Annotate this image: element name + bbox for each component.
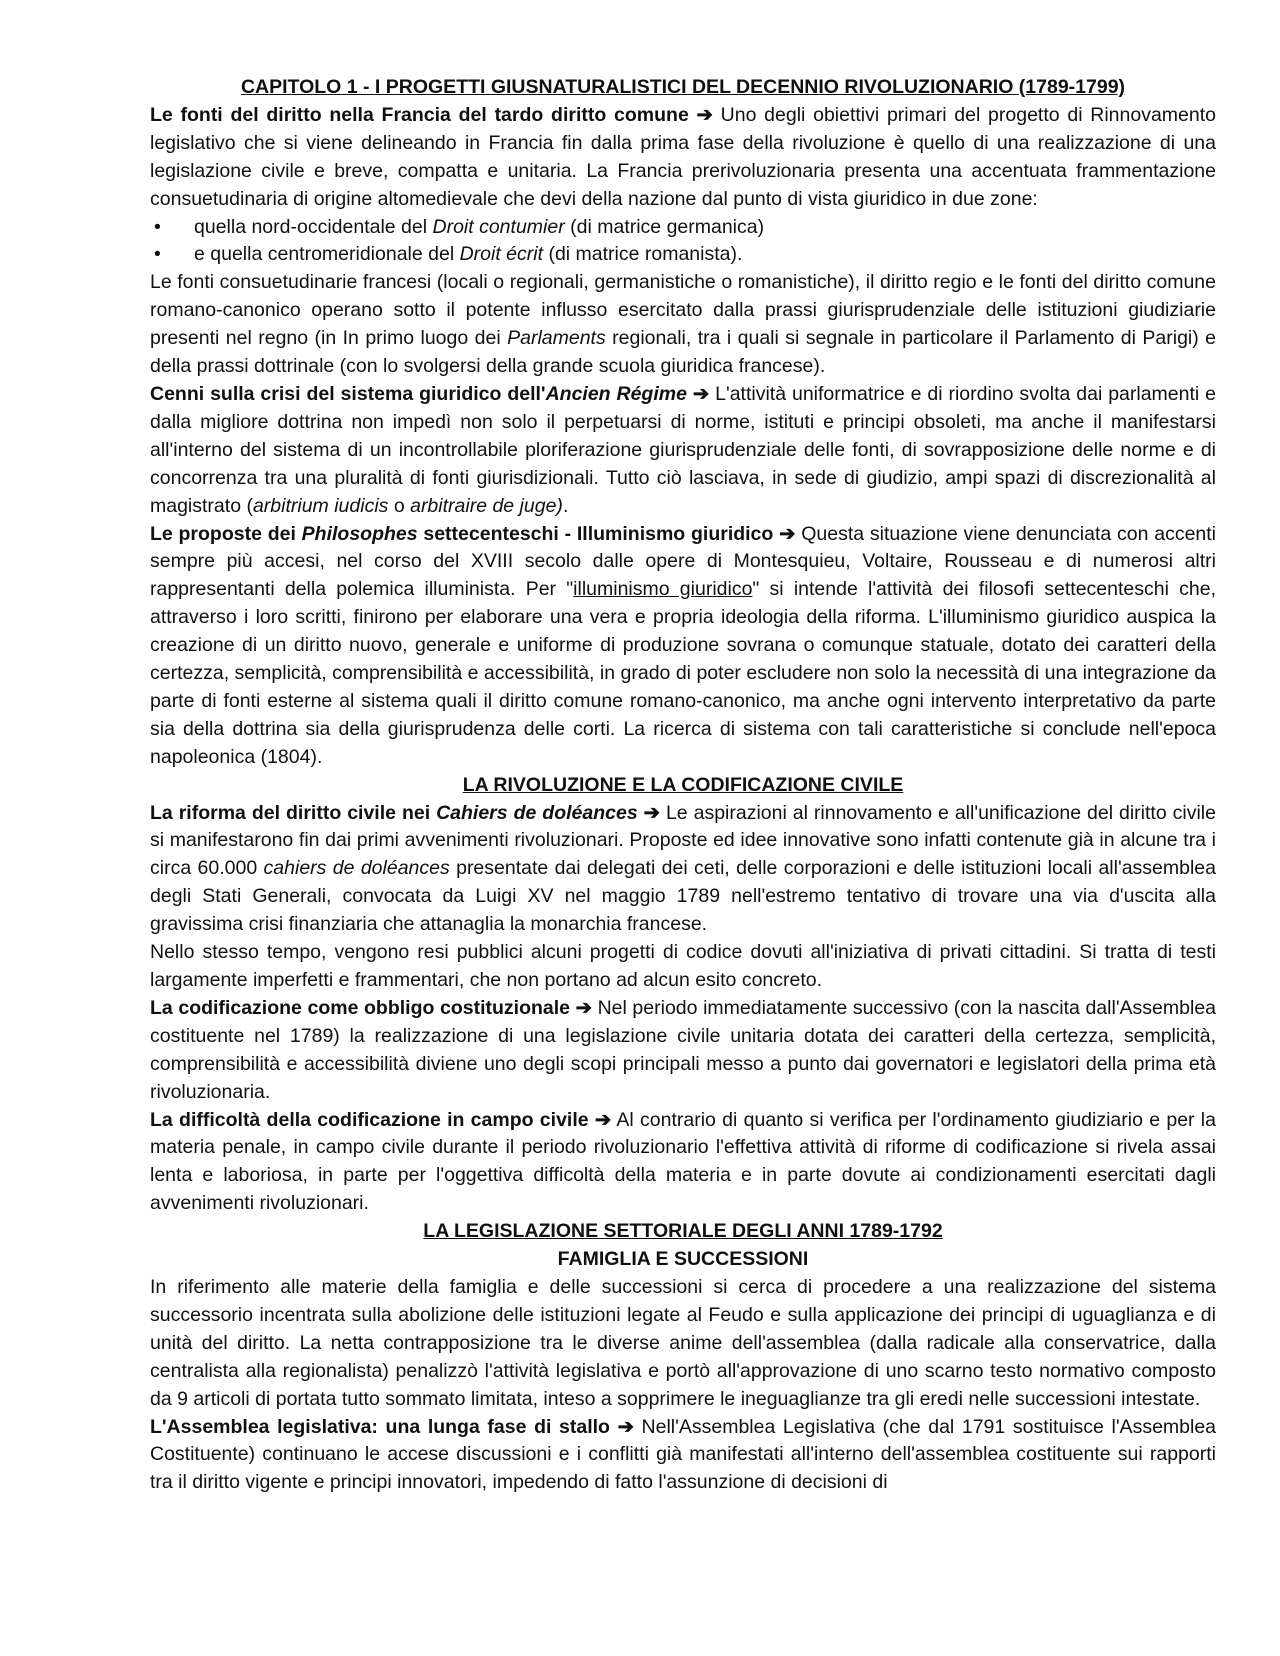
paragraph-text: L'attività uniformatrice e di riordino svolta dai parlamenti e dalla migliore dottrina non impedì non solo il perpetuarsi di norme, istituti e principi obsoleti, ma anche il manifestarsi all'interno del sistema di un incontrollabile ploriferazione giurisprudenziale delle fonti, di sovrapposizione delle norme e di concorrenza tra una pluralità di fonti giurisdizionali. Tutto ciò lasciava, in sede di giudizio, ampi spazi di discrezionalità al magistrato ( <box>150 382 1216 517</box>
paragraph-text: o <box>388 494 411 517</box>
paragraph-difficolta <box>150 1107 1216 1219</box>
section-title-rivoluzione: LA RIVOLUZIONE E LA CODIFICAZIONE CIVILE <box>462 773 904 796</box>
section-subtitle-famiglia: FAMIGLIA E SUCCESSIONI <box>557 1248 809 1271</box>
paragraph-fonti-consuetudinarie <box>150 269 1216 381</box>
paragraph-text: . <box>562 494 569 517</box>
emphasis-text: cahiers de doléances <box>263 857 450 880</box>
emphasis-text: arbitrium iudicis <box>252 494 389 517</box>
paragraph-famiglia: In riferimento alle materie della famiglia e delle successioni si cerca di procedere a una realizzazione del sistema successorio incentrata sulla abolizione delle istituzioni legate al Feudo e sulla applicazione dei principi di uguaglianza e di unità del diritto. La netta contrapposizione tra le diverse anime dell'assemblea (dalla radicale alla conservatrice, dalla centralista alla regionalista) penalizzò l'attività legislativa e portò all'approvazione di uno scarno testo normativo composto da 9 articoli di portata tutto sommato limitata, inteso a sopprimere le ineguaglianze tra gli eredi nelle successioni intestate. <box>150 1275 1216 1410</box>
paragraph-text: Nell'Assemblea Legislativa (che dal 1791 sostituisce l'Assemblea Costituente) continuano le accese discussioni e i conflitti già manifestati all'interno dell'assemblea costituente sui rapporti tra il diritto vigente e principi innovatori, impedendo di fatto l'assunzione di decisioni di <box>150 1415 1217 1494</box>
list-item-text: e quella centromeridionale del <box>194 243 460 266</box>
paragraph-text: regionali, tra i quali si segnale in particolare il Parlamento di Parigi) e della prassi dottrinale (con lo svolgersi della grande scuola giuridica francese). <box>150 327 1217 378</box>
chapter-title: CAPITOLO 1 - I PROGETTI GIUSNATURALISTICI DEL DECENNIO RIVOLUZIONARIO (1789-1799) <box>240 76 1126 98</box>
arrow-icon: ➔ <box>575 996 592 1019</box>
section-heading: La difficoltà della codificazione in campo civile <box>150 1108 589 1131</box>
arrow-icon: ➔ <box>617 1415 634 1438</box>
paragraph-assemblea-legislativa <box>150 1414 1216 1498</box>
section-heading: Le fonti del diritto nella Francia del tardo diritto comune <box>150 103 689 126</box>
section-heading <box>150 802 638 824</box>
paragraph-text: Questa situazione viene denunciata con accenti sempre più accesi, nel corso del XVIII secolo dalle opere di Montesquieu, Voltaire, Rousseau e di numerosi altri rappresentanti della polemica illuminista. Per " <box>150 522 1217 601</box>
heading-text: Cenni sulla crisi del sistema giuridico dell' <box>150 382 546 405</box>
paragraph-text: presentate dai delegati dei ceti, delle corporazioni e delle istituzioni locali all'assemblea degli Stati Generali, convocata da Luigi XV nel maggio 1789 nell'estremo tentativo di trovare una via d'uscita alla gravissima crisi finanziaria che attanaglia la monarchia francese. <box>150 857 1216 936</box>
paragraph-text: Uno degli obiettivi primari del progetto di Rinnovamento legislativo che si viene delineando in Francia fin dalla prima fase della rivoluzione è quello di una realizzazione di una legislazione civile e breve, compatta e unitaria. La Francia prerivoluzionaria presenta una accentuata frammentazione consuetudinaria di origine altomedievale che devi della nazione dal punto di vista giuridico in due zone: <box>150 103 1217 210</box>
bullet-list <box>150 214 1216 270</box>
bullet-icon: • <box>154 243 161 266</box>
list-item-text: (di matrice romanista). <box>543 243 743 266</box>
emphasis-text: Parlaments <box>507 327 606 350</box>
heading-emphasis: Cahiers de doléances <box>436 801 638 824</box>
paragraph-illuminismo <box>150 521 1216 772</box>
section-heading <box>150 383 687 405</box>
list-item-text: (di matrice germanica) <box>564 215 765 238</box>
arrow-icon: ➔ <box>594 1108 612 1131</box>
heading-text: La riforma del diritto civile nei <box>150 801 437 824</box>
paragraph-crisi-sistema <box>150 381 1216 521</box>
heading-emphasis: Ancien Régime <box>545 382 687 405</box>
emphasis-text: arbitraire de juge) <box>410 494 563 517</box>
bullet-icon: • <box>154 215 161 238</box>
paragraph-progetti-codice: Nello stesso tempo, vengono resi pubblici alcuni progetti di codice dovuti all'iniziativa di privati cittadini. Si tratta di testi largamente imperfetti e frammentari, che non portano ad alcun esito concreto. <box>150 941 1216 991</box>
arrow-icon: ➔ <box>643 801 660 824</box>
paragraph-obbligo-costituzionale <box>150 995 1216 1107</box>
paragraph-fonti-diritto <box>150 102 1216 214</box>
paragraph-text: Le aspirazioni al rinnovamento e all'unificazione del diritto civile si manifestarono fin dai primi avvenimenti rivoluzionari. Proposte ed idee innovative sono infatti contenute già in alcune tra i circa 60.000 <box>150 801 1216 880</box>
arrow-icon: ➔ <box>779 522 796 545</box>
heading-emphasis: Philosophes <box>301 522 418 545</box>
section-heading: La codificazione come obbligo costituzionale <box>150 996 571 1019</box>
paragraph-text: " si intende l'attività dei filosofi settecenteschi che, attraverso i loro scritti, finirono per elaborare una vera e propria ideologia della riforma. L'illuminismo giuridico auspica la creazione di un diritto nuovo, generale e uniforme di produzione sovrana o comunque statuale, dotato dei caratteri della certezza, semplicità, comprensibilità e accessibilità, in grado di poter escludere non solo la necessità di una integrazione da parte di fonti esterne al sistema quali il diritto comune romano-canonico, ma anche ogni intervento interpretativo da parte sia della dottrina sia della giurisprudenza delle corti. La ricerca di sistema con tali caratteristiche si conclude nell'epoca napoleonica (1804). <box>150 578 1216 768</box>
list-item <box>150 214 1216 242</box>
arrow-icon: ➔ <box>696 103 713 126</box>
paragraph-text: Nel periodo immediatamente successivo (con la nascita dall'Assemblea costituente nel 1789) la realizzazione di una legislazione civile unitaria dotata dei caratteri della certezza, semplicità, comprensibilità e accessibilità diviene uno degli scopi principali messo a punto dai governatori e legislatori della prima età rivoluzionaria. <box>150 996 1217 1103</box>
list-item <box>150 241 1216 269</box>
section-heading: L'Assemblea legislativa: una lunga fase di stallo <box>150 1415 610 1438</box>
heading-text: Le proposte dei <box>150 522 302 545</box>
heading-text: settecenteschi - Illuminismo giuridico <box>417 522 774 545</box>
paragraph-text: Al contrario di quanto si verifica per l'ordinamento giudiziario e per la materia penale, in campo civile durante il periodo rivoluzionario l'effettiva attività di riforme di codificazione si rivela assai lenta e laboriosa, in parte per l'oggettiva difficoltà della materia e in parte dovute ai condizionamenti esercitati dagli avvenimenti rivoluzionari. <box>150 1108 1216 1215</box>
arrow-icon: ➔ <box>692 382 710 405</box>
list-item-emphasis: Droit écrit <box>459 243 544 266</box>
list-item-emphasis: Droit contumier <box>432 215 565 238</box>
section-title-legislazione: LA LEGISLAZIONE SETTORIALE DEGLI ANNI 1789-1792 <box>423 1220 943 1243</box>
paragraph-text: Le fonti consuetudinarie francesi (locali o regionali, germanistiche o romanistiche), il diritto regio e le fonti del diritto comune romano-canonico operano sotto il potente influsso esercitato dalla prassi giurisprudenziale delle istituzioni giudiziarie presenti nel regno (in In primo luogo dei <box>150 271 1216 350</box>
underlined-term: illuminismo giuridico <box>573 578 753 601</box>
section-heading <box>150 523 773 545</box>
paragraph-cahiers <box>150 800 1216 940</box>
list-item-text: quella nord-occidentale del <box>194 215 433 238</box>
